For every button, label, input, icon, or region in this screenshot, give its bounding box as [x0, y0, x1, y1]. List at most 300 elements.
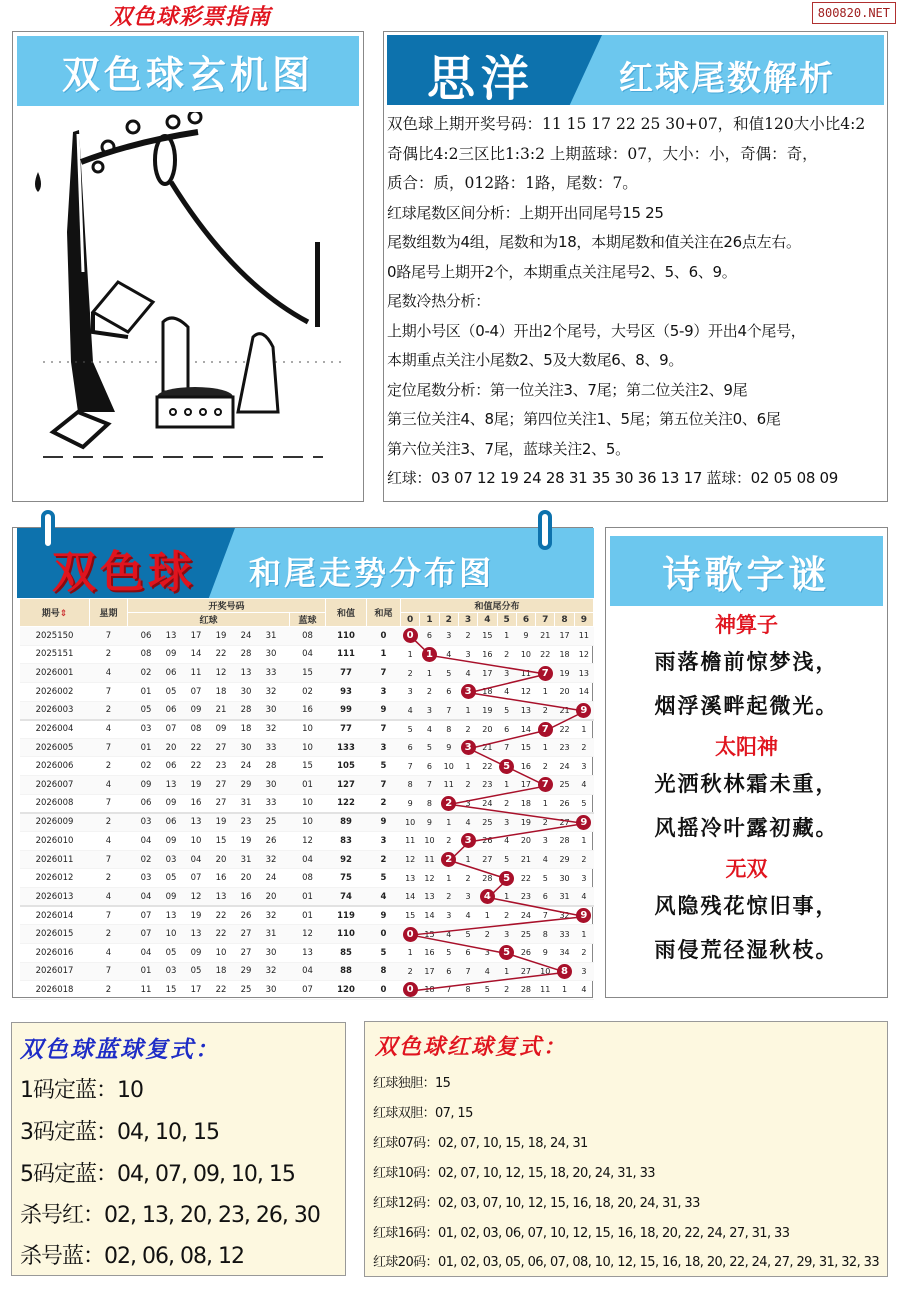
omission-cell — [516, 682, 535, 701]
omission-cell — [497, 962, 516, 981]
red-ball-number: 15 — [215, 835, 227, 846]
red-ball-number: 06 — [140, 630, 152, 641]
issue-cell: 2026013 — [20, 887, 90, 906]
poem-author: 太阳神 — [715, 734, 778, 759]
omission-value: 1 — [581, 929, 587, 939]
weekday-cell: 4 — [90, 887, 128, 906]
omission-value: 4 — [581, 780, 587, 790]
red-ball-number: 17 — [190, 630, 202, 641]
omission-cell — [458, 645, 477, 664]
omission-cell — [420, 962, 439, 981]
hit-cell — [555, 962, 574, 981]
poem-verse: 光洒秋林霜未重， — [654, 771, 839, 796]
red-ball-number: 09 — [215, 724, 227, 735]
omission-cell — [478, 981, 497, 1000]
omission-cell — [497, 832, 516, 851]
omission-cell — [478, 738, 497, 757]
omission-value: 9 — [446, 743, 452, 753]
table-row — [20, 906, 594, 925]
red-ball-number: 23 — [215, 761, 227, 772]
red-ball-number: 27 — [215, 779, 227, 790]
analysis-line: 0路尾号上期开2个，本期重点关注尾号2、5、6、9。 — [387, 262, 737, 281]
omission-value: 4 — [504, 687, 510, 697]
tail-cell: 8 — [367, 962, 401, 981]
poem-banner — [610, 536, 883, 606]
omission-value: 15 — [405, 911, 416, 921]
sum-cell: 119 — [326, 906, 367, 925]
omission-cell — [574, 682, 593, 701]
omission-value: 12 — [405, 855, 416, 864]
omission-cell — [478, 701, 497, 720]
omission-cell — [458, 962, 477, 981]
omission-cell — [401, 962, 420, 981]
issue-cell: 2026018 — [20, 981, 90, 1000]
omission-cell — [536, 757, 555, 776]
red-ball-number: 32 — [265, 910, 277, 921]
issue-cell: 2026006 — [20, 757, 90, 776]
omission-value: 10 — [405, 817, 416, 827]
red-ball-number: 06 — [165, 761, 177, 772]
red-ball-number: 05 — [165, 947, 177, 958]
omission-cell — [516, 850, 535, 869]
red-ball-number: 10 — [165, 929, 177, 940]
omission-value: 2 — [504, 985, 510, 995]
omission-cell — [497, 925, 516, 944]
illustration-panel — [12, 31, 364, 502]
omission-cell — [574, 794, 593, 813]
omission-value: 15 — [482, 631, 493, 641]
omission-value: 8 — [407, 780, 413, 790]
sum-cell: 133 — [326, 738, 367, 757]
omission-value: 2 — [504, 649, 510, 659]
omission-cell — [478, 757, 497, 776]
omission-value: 7 — [504, 743, 510, 753]
binder-clip-icon — [41, 510, 55, 550]
tail-cell: 0 — [367, 925, 401, 944]
site-title: 双色球彩票指南 — [110, 5, 272, 30]
omission-value: 3 — [465, 798, 471, 808]
trend-banner-subtitle: 和尾走势分布图 — [249, 554, 495, 592]
poem-verse: 风隐残花惊旧事， — [654, 893, 839, 918]
red-ball-number: 32 — [265, 724, 277, 735]
red-ball-number: 10 — [190, 835, 202, 846]
omission-value: 6 — [407, 743, 413, 753]
red-ball-number: 27 — [240, 929, 252, 940]
omission-value: 1 — [446, 873, 452, 883]
omission-cell — [497, 981, 516, 1000]
weekday-cell: 2 — [90, 645, 128, 664]
omission-value: 5 — [504, 855, 510, 864]
omission-value: 2 — [465, 724, 471, 734]
omission-value: 4 — [581, 892, 587, 902]
omission-cell — [516, 738, 535, 757]
hit-cell — [574, 906, 593, 925]
red-ball-number: 13 — [165, 779, 177, 790]
omission-cell — [555, 701, 574, 720]
red-ball-number: 22 — [215, 984, 227, 995]
hit-cell — [401, 627, 420, 646]
omission-cell — [458, 943, 477, 962]
hit-cell — [574, 813, 593, 832]
hit-ball-icon: 4 — [480, 889, 495, 904]
omission-cell — [516, 627, 535, 646]
tail-cell: 7 — [367, 776, 401, 795]
red-ball-number: 05 — [190, 966, 202, 977]
red-ball-number: 28 — [265, 761, 277, 772]
hit-ball-icon: 7 — [538, 777, 553, 792]
issue-cell: 2026008 — [20, 794, 90, 813]
red-ball-number: 23 — [240, 817, 252, 828]
red-ball-number: 02 — [140, 668, 152, 679]
omission-value: 2 — [542, 705, 548, 715]
omission-value: 20 — [482, 724, 493, 734]
red-balls-cell — [128, 701, 290, 720]
sort-icon[interactable]: ⇕ — [59, 609, 68, 619]
omission-cell — [536, 962, 555, 981]
analysis-line: 上期小号区（0-4）开出2个尾号，大号区（5-9）开出4个尾号， — [387, 321, 806, 340]
table-row — [20, 794, 594, 813]
blue-ball-cell: 10 — [290, 794, 326, 813]
omission-cell — [420, 738, 439, 757]
omission-cell — [439, 701, 458, 720]
omission-cell — [574, 664, 593, 683]
table-row — [20, 682, 594, 701]
red-balls-cell — [128, 682, 290, 701]
hit-cell — [439, 850, 458, 869]
hit-ball-icon: 7 — [538, 722, 553, 737]
red-ball-number: 20 — [165, 742, 177, 753]
poem-verse: 雨落檐前惊梦浅， — [654, 649, 839, 674]
omission-value: 1 — [504, 631, 510, 641]
omission-cell — [401, 887, 420, 906]
red-ball-number: 19 — [215, 630, 227, 641]
omission-value: 11 — [424, 855, 435, 864]
omission-value: 5 — [484, 985, 490, 995]
omission-value: 17 — [424, 966, 435, 976]
omission-value: 8 — [542, 929, 548, 939]
omission-value: 12 — [424, 873, 435, 883]
red-ball-number: 33 — [265, 798, 277, 809]
omission-value: 8 — [446, 724, 452, 734]
weekday-cell: 4 — [90, 832, 128, 851]
hit-ball-icon: 9 — [576, 703, 591, 718]
blue-ball-cell: 07 — [290, 981, 326, 1000]
omission-value: 27 — [482, 855, 493, 864]
omission-cell — [401, 720, 420, 739]
omission-cell — [555, 906, 574, 925]
blue-compound-line: 5码定蓝：04, 07, 09, 10, 15 — [20, 1162, 295, 1187]
omission-cell — [536, 627, 555, 646]
omission-cell — [516, 943, 535, 962]
omission-value: 3 — [504, 929, 510, 939]
omission-value: 2 — [504, 911, 510, 921]
hit-cell — [401, 925, 420, 944]
red-balls-cell — [128, 627, 290, 646]
omission-cell — [439, 887, 458, 906]
issue-cell: 2026003 — [20, 701, 90, 720]
omission-cell — [420, 943, 439, 962]
omission-cell — [536, 701, 555, 720]
omission-value: 5 — [542, 873, 548, 883]
red-balls-cell — [128, 664, 290, 683]
omission-cell — [401, 757, 420, 776]
omission-cell — [439, 906, 458, 925]
omission-cell — [536, 906, 555, 925]
red-balls-cell — [128, 720, 290, 739]
omission-value: 9 — [542, 948, 548, 958]
red-ball-number: 12 — [215, 668, 227, 679]
omission-value: 5 — [446, 948, 452, 958]
omission-value: 26 — [482, 836, 493, 846]
omission-value: 3 — [504, 817, 510, 827]
issue-cell: 2026001 — [20, 664, 90, 683]
weekday-cell: 2 — [90, 981, 128, 1000]
omission-value: 22 — [540, 649, 551, 659]
omission-value: 26 — [559, 798, 570, 808]
red-ball-number: 18 — [215, 686, 227, 697]
sum-cell: 89 — [326, 813, 367, 832]
hit-ball-icon: 1 — [422, 647, 437, 662]
omission-value: 15 — [520, 743, 532, 753]
analysis-line: 第六位关注3、7尾，蓝球关注2、5。 — [387, 439, 630, 458]
digit-header: 6 — [516, 613, 535, 627]
omission-cell — [478, 962, 497, 981]
tail-header: 和尾 — [367, 599, 401, 627]
table-row — [20, 850, 594, 869]
red-ball-number: 32 — [265, 854, 277, 865]
omission-value: 4 — [426, 724, 432, 734]
red-ball-number: 16 — [215, 873, 227, 884]
tail-cell: 0 — [367, 981, 401, 1000]
digit-header: 2 — [439, 613, 458, 627]
omission-value: 3 — [581, 873, 587, 883]
red-ball-number: 18 — [240, 724, 252, 735]
red-ball-number: 28 — [240, 705, 252, 716]
omission-cell — [420, 757, 439, 776]
omission-value: 2 — [542, 817, 548, 827]
red-balls-cell — [128, 869, 290, 888]
omission-cell — [401, 906, 420, 925]
omission-cell — [497, 682, 516, 701]
poem-panel — [605, 527, 888, 998]
red-ball-number: 05 — [165, 873, 177, 884]
table-row — [20, 925, 594, 944]
omission-cell — [439, 664, 458, 683]
omission-value: 12 — [520, 687, 532, 697]
weekday-cell: 4 — [90, 664, 128, 683]
red-ball-number: 32 — [265, 966, 277, 977]
red-ball-number: 07 — [190, 686, 202, 697]
hit-cell — [536, 776, 555, 795]
omission-value: 3 — [581, 761, 587, 771]
sum-cell: 110 — [326, 925, 367, 944]
sum-cell: 120 — [326, 981, 367, 1000]
omission-cell — [536, 943, 555, 962]
omission-cell — [555, 627, 574, 646]
omission-cell — [516, 925, 535, 944]
omission-cell — [439, 776, 458, 795]
red-ball-number: 24 — [240, 630, 252, 641]
sum-cell: 77 — [326, 720, 367, 739]
red-ball-number: 30 — [265, 947, 277, 958]
omission-cell — [555, 925, 574, 944]
omission-value: 1 — [581, 836, 587, 846]
sum-cell: 93 — [326, 682, 367, 701]
omission-cell — [555, 943, 574, 962]
omission-cell — [478, 664, 497, 683]
red-ball-number: 09 — [165, 798, 177, 809]
weekday-cell: 2 — [90, 925, 128, 944]
omission-value: 2 — [581, 948, 587, 958]
omission-value: 6 — [465, 948, 471, 958]
omission-value: 2 — [465, 631, 471, 641]
omission-cell — [478, 850, 497, 869]
omission-cell — [574, 776, 593, 795]
omission-value: 1 — [465, 855, 471, 864]
red-compound-panel — [364, 1021, 888, 1277]
hit-ball-icon: 5 — [499, 871, 514, 886]
analysis-line: 定位尾数分析：第一位关注3、7尾；第二位关注2、9尾 — [387, 380, 748, 399]
red-compound-line: 红球12码：02, 03, 07, 10, 12, 15, 16, 18, 20, 24, 31, 33 — [373, 1196, 700, 1211]
omission-value: 1 — [465, 705, 471, 715]
omission-cell — [478, 832, 497, 851]
omission-value: 3 — [504, 668, 510, 678]
omission-value: 3 — [446, 631, 452, 641]
omission-cell — [420, 627, 439, 646]
issue-header[interactable]: 期号⇕ — [20, 599, 90, 627]
red-ball-number: 15 — [165, 984, 177, 995]
omission-value: 8 — [426, 798, 432, 808]
omission-cell — [536, 832, 555, 851]
red-ball-number: 27 — [240, 947, 252, 958]
omission-cell — [439, 720, 458, 739]
omission-value: 7 — [542, 911, 548, 921]
digit-header: 0 — [401, 613, 420, 627]
omission-cell — [439, 682, 458, 701]
sum-cell: 127 — [326, 776, 367, 795]
trend-table — [19, 598, 594, 1000]
omission-cell — [439, 757, 458, 776]
analysis-banner — [387, 35, 884, 105]
weekday-cell: 4 — [90, 943, 128, 962]
omission-value: 21 — [540, 631, 551, 641]
omission-value: 27 — [559, 817, 570, 827]
omission-value: 17 — [482, 668, 493, 678]
issue-cell: 2026012 — [20, 869, 90, 888]
red-ball-number: 28 — [240, 649, 252, 660]
omission-value: 27 — [520, 966, 532, 976]
weekday-cell: 7 — [90, 627, 128, 646]
hit-ball-icon: 3 — [461, 684, 476, 699]
omission-cell — [401, 943, 420, 962]
omission-value: 7 — [426, 780, 432, 790]
omission-cell — [555, 832, 574, 851]
red-ball-number: 29 — [240, 966, 252, 977]
omission-cell — [555, 850, 574, 869]
omission-cell — [555, 981, 574, 1000]
omission-value: 18 — [559, 649, 570, 659]
omission-cell — [574, 832, 593, 851]
omission-value: 18 — [424, 985, 435, 995]
digit-header: 7 — [536, 613, 555, 627]
blue-ball-cell: 10 — [290, 813, 326, 832]
omission-value: 22 — [520, 873, 532, 883]
sum-cell: 110 — [326, 627, 367, 646]
blue-compound-line: 杀号蓝：02, 06, 08, 12 — [20, 1244, 244, 1269]
omission-cell — [478, 645, 497, 664]
omission-cell — [420, 832, 439, 851]
hit-cell — [420, 645, 439, 664]
tail-cell: 5 — [367, 757, 401, 776]
omission-cell — [401, 794, 420, 813]
red-ball-number: 04 — [190, 854, 202, 865]
omission-cell — [555, 869, 574, 888]
omission-value: 14 — [405, 892, 416, 902]
omission-cell — [574, 645, 593, 664]
issue-cell: 2026007 — [20, 776, 90, 795]
site-badge[interactable]: 800820.NET — [812, 2, 896, 24]
omission-cell — [401, 776, 420, 795]
red-ball-number: 02 — [140, 761, 152, 772]
omission-value: 17 — [520, 780, 532, 790]
omission-value: 26 — [520, 948, 532, 958]
red-ball-number: 12 — [190, 891, 202, 902]
sum-cell: 111 — [326, 645, 367, 664]
tail-cell: 9 — [367, 906, 401, 925]
trend-panel — [12, 527, 593, 998]
omission-value: 19 — [559, 668, 570, 678]
red-ball-number: 10 — [215, 947, 227, 958]
omission-value: 23 — [482, 780, 493, 790]
omission-cell — [420, 850, 439, 869]
blue-ball-cell: 04 — [290, 645, 326, 664]
omission-cell — [574, 869, 593, 888]
trend-banner — [17, 528, 594, 598]
blue-ball-cell: 01 — [290, 906, 326, 925]
blue-ball-cell: 15 — [290, 664, 326, 683]
table-row — [20, 664, 594, 683]
omission-value: 3 — [581, 966, 587, 976]
red-ball-number: 24 — [240, 761, 252, 772]
omission-cell — [516, 701, 535, 720]
omission-value: 1 — [465, 761, 471, 771]
omission-value: 1 — [407, 948, 413, 958]
omission-value: 6 — [504, 724, 510, 734]
omission-cell — [516, 645, 535, 664]
red-balls-cell — [128, 738, 290, 757]
tail-cell: 1 — [367, 645, 401, 664]
red-ball-number: 06 — [165, 705, 177, 716]
omission-value: 2 — [504, 798, 510, 808]
omission-value: 3 — [407, 687, 413, 697]
omission-value: 1 — [446, 817, 452, 827]
issue-cell: 2026009 — [20, 813, 90, 832]
red-ball-number: 30 — [265, 705, 277, 716]
red-ball-number: 25 — [240, 984, 252, 995]
omission-value: 4 — [504, 836, 510, 846]
omission-cell — [574, 757, 593, 776]
red-ball-number: 07 — [165, 724, 177, 735]
omission-value: 5 — [446, 668, 452, 678]
omission-cell — [555, 720, 574, 739]
red-ball-number: 30 — [240, 742, 252, 753]
sum-cell: 99 — [326, 701, 367, 720]
omission-value: 15 — [424, 929, 435, 939]
red-ball-number: 09 — [190, 705, 202, 716]
omission-cell — [497, 701, 516, 720]
red-ball-header: 红球 — [128, 613, 290, 627]
tail-cell: 5 — [367, 943, 401, 962]
